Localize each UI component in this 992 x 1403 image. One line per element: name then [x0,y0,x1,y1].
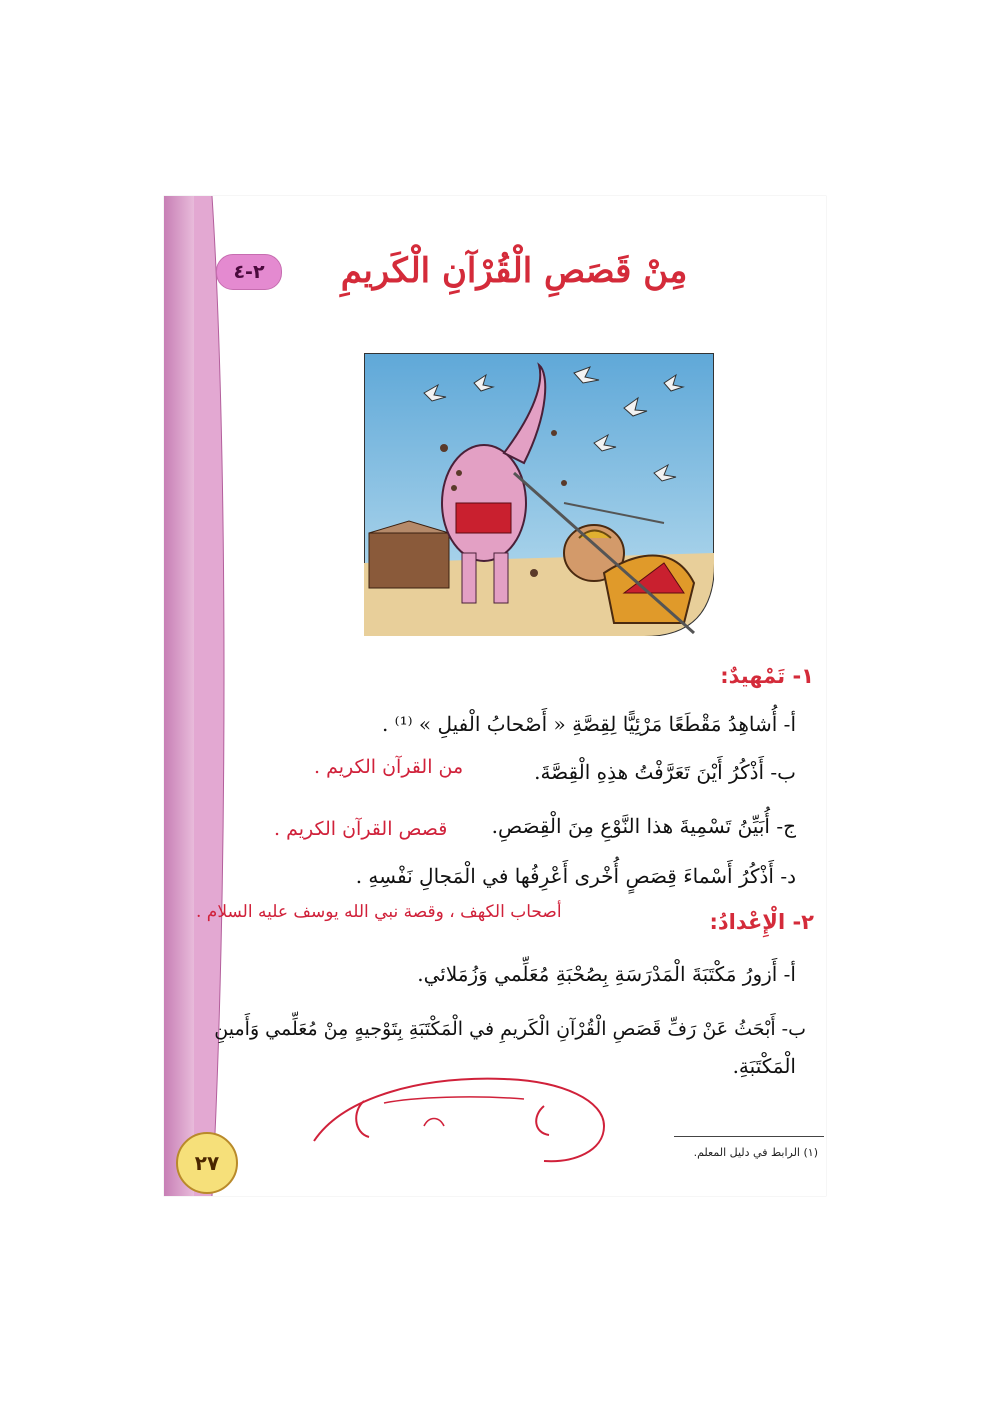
section1-heading: ١- تَمْهيدٌ: [720,664,814,688]
handwritten-signature [304,1071,614,1166]
section2-item-a: أ- أَزورُ مَكْتَبَةَ الْمَدْرَسَةِ بِصُحْبَةِ مُعَلِّمي وَزُمَلائي. [417,962,796,986]
page-number: ٢٧ [176,1132,238,1194]
textbook-page [164,196,826,1196]
side-band-curve [194,196,234,1196]
answer-c: قصص القرآن الكريم . [274,818,448,840]
answer-d: أصحاب الكهف ، وقصة نبي الله يوسف عليه السلام . [196,902,562,922]
section1-item-a: أ- أُشاهِدُ مَقْطَعًا مَرْئِيًّا لِقِصَّةِ « أَصْحابُ الْفيلِ » ⁽¹⁾ . [381,712,796,736]
page-title: مِنْ قَصَصِ الْقُرْآنِ الْكَريمِ [340,251,688,291]
footnote-divider [674,1136,824,1137]
section2-heading: ٢- الْإِعْدادُ: [709,910,814,934]
section2-item-b: ب- أَبْحَثُ عَنْ رَفِّ قَصَصِ الْقُرْآنِ الْكَريمِ في الْمَكْتَبَةِ بِتَوْجيهٍ مِنْ مُعَلِّمي وَأَمينِ [214,1018,806,1040]
footnote: (١) الرابط في دليل المعلم. [693,1146,818,1159]
section2-item-b-cont: الْمَكْتَبَةِ. [732,1054,796,1078]
section1-item-d: د- أَذْكُرُ أَسْماءَ قِصَصٍ أُخْرى أَعْرِفُها في الْمَجالِ نَفْسِهِ . [355,864,796,888]
section1-item-b: ب- أَذْكُرُ أَيْنَ تَعَرَّفْتُ هذِهِ الْقِصَّةَ. [534,760,796,784]
lesson-number-badge: ٢-٤ [216,254,282,290]
answer-b: من القرآن الكريم . [314,756,464,778]
elephant-birds-illustration [364,353,714,636]
section1-item-c: ج- أُبَيِّنُ تَسْمِيةَ هذا النَّوْعِ مِنَ الْقِصَصِ. [491,814,796,838]
